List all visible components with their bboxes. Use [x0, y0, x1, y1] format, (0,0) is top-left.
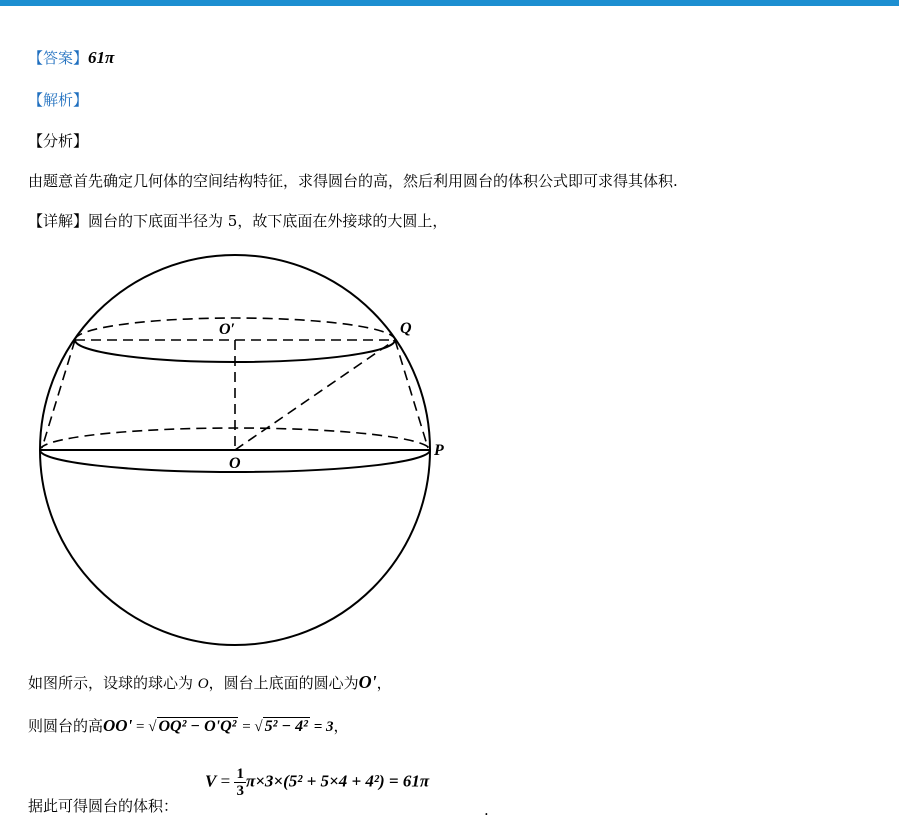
center-o: O [197, 676, 209, 692]
height-lhs: OO' [103, 716, 133, 735]
answer-line [28, 48, 114, 68]
volume-rest: π×3×(5² + 5×4 + 4²) = 61π [245, 771, 430, 791]
fraction-denominator: 3 [236, 783, 244, 799]
center-text-b: ，圆台上底面的圆心为 [208, 674, 359, 692]
label-p: P [434, 442, 444, 459]
height-eq3: = 3 [309, 719, 334, 735]
height-prefix: 则圆台的高 [28, 717, 104, 735]
center-o-prime: O' [358, 672, 377, 692]
volume-v: V [205, 771, 217, 791]
detail-line [28, 211, 447, 231]
answer-label: 【答案】 [28, 49, 89, 67]
sphere-frustum-figure [30, 250, 460, 650]
detail-label: 【详解】 [28, 212, 89, 230]
slant-edge-right [395, 340, 428, 448]
label-o-prime: O′ [219, 321, 236, 338]
analysis-label: 【解析】 [28, 91, 89, 109]
height-suffix: ， [333, 717, 349, 735]
volume-prefix: 据此可得圆台的体积： [28, 797, 179, 815]
height-eq1: = [132, 719, 149, 735]
detail-text: 圆台的下底面半径为 5，故下底面在外接球的大圆上， [88, 212, 448, 230]
volume-formula [205, 766, 429, 799]
fenxi-text: 由题意首先确定几何体的空间结构特征，求得圆台的高，然后利用圆台的体积公式即可求得其体积. [28, 172, 678, 190]
volume-fraction [234, 766, 246, 799]
label-o: O [229, 455, 241, 472]
center-text-a: 如图所示，设球的球心为 [28, 674, 198, 692]
center-text-c: ， [376, 674, 392, 692]
top-accent-bar [0, 0, 899, 6]
fraction-numerator: 1 [236, 766, 244, 782]
oq-segment [235, 340, 395, 450]
slant-edge-left [42, 340, 75, 448]
height-eq2: = [238, 719, 255, 735]
height-sqrt2: 5² − 4² [264, 718, 308, 735]
volume-eq: = [216, 771, 235, 791]
center-description-line [28, 672, 392, 694]
height-sqrt1: OQ² − O'Q² [158, 718, 237, 735]
label-q: Q [400, 320, 412, 337]
fenxi-label: 【分析】 [28, 132, 89, 150]
volume-suffix: . [484, 801, 489, 819]
answer-value: 61π [88, 48, 115, 67]
height-line: 则圆台的高OO' = √ OQ² − O'Q² = √ 5² − 4² = 3， [28, 716, 349, 735]
